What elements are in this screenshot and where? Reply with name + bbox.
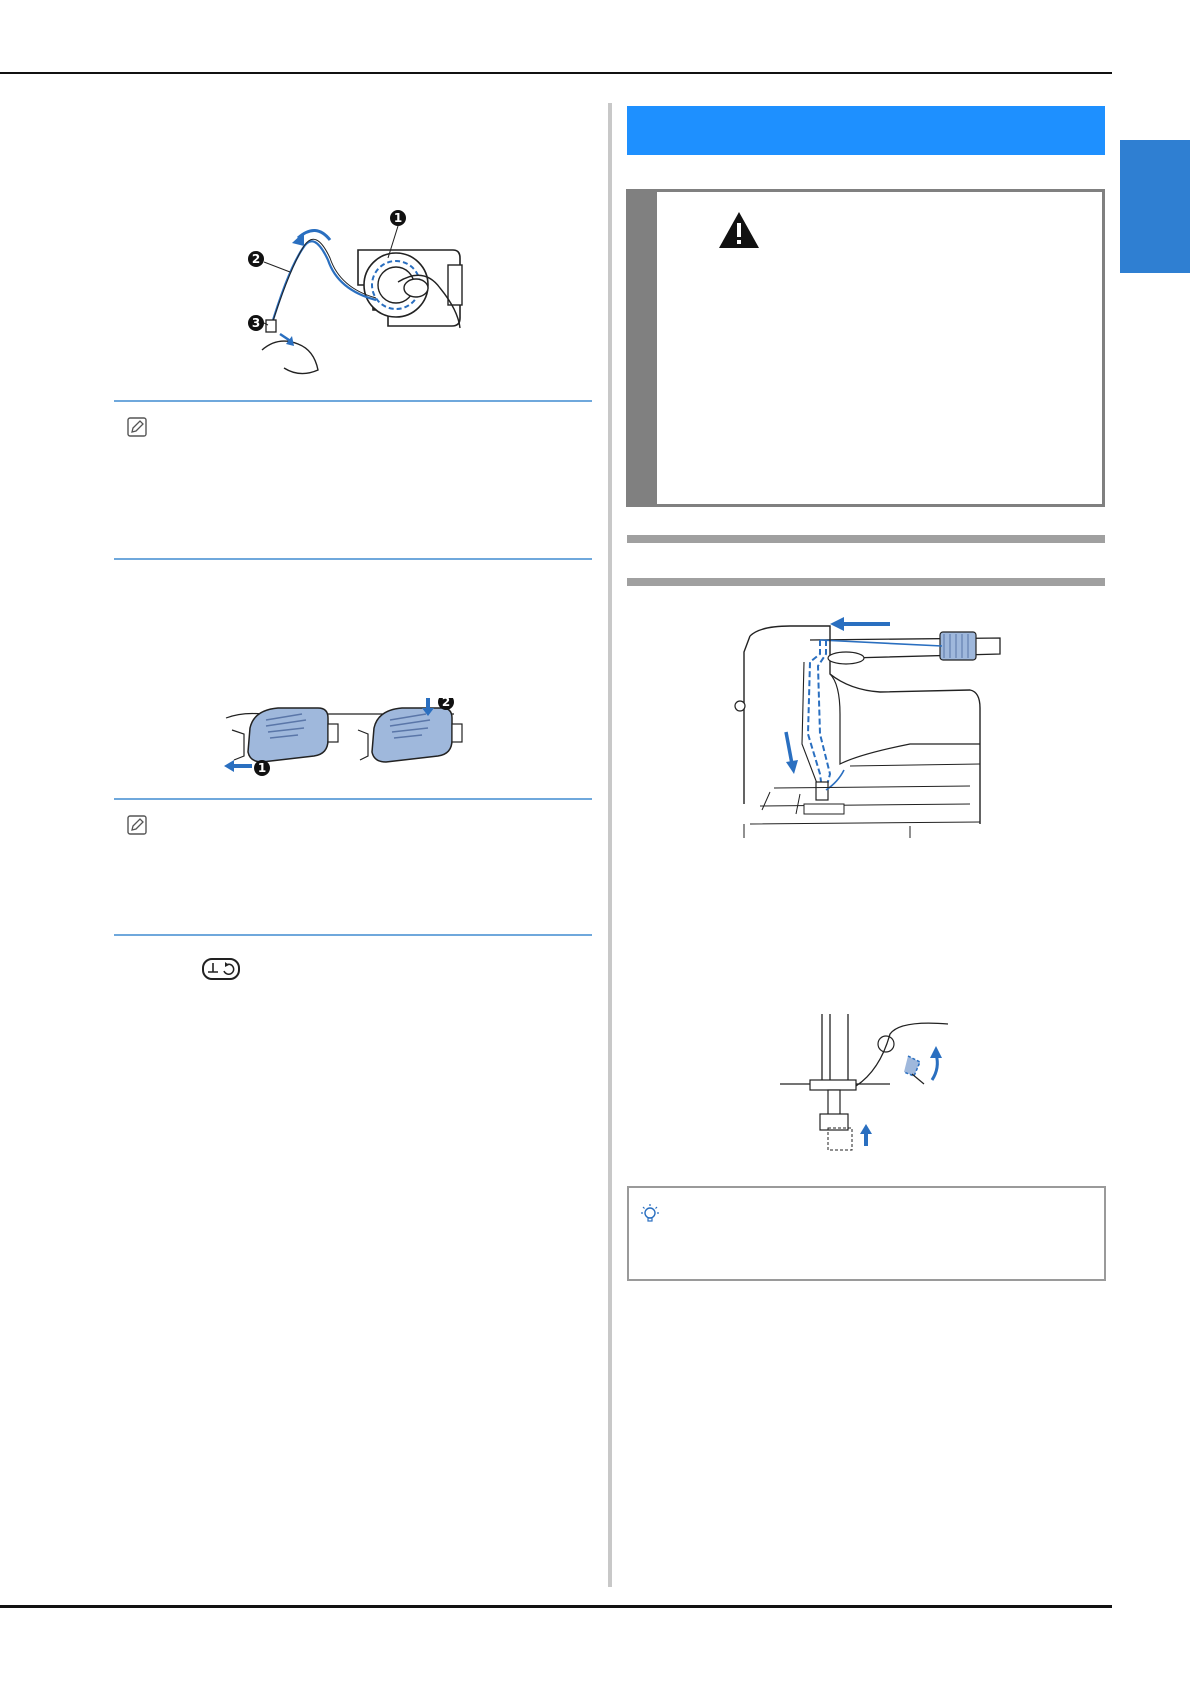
warning-strip — [629, 192, 657, 504]
note-box — [627, 1186, 1106, 1281]
memo-bottom-rule — [114, 934, 592, 936]
callout-1: 1 — [257, 761, 267, 775]
chapter-side-tab — [1120, 140, 1190, 273]
presser-foot-button-icon — [204, 960, 238, 978]
top-rule — [0, 72, 1112, 74]
presser-foot-lever-figure — [780, 1014, 950, 1154]
upper-threading-figure — [730, 614, 1010, 838]
memo-top-rule — [114, 400, 592, 402]
presser-foot-button[interactable] — [202, 958, 240, 980]
lightbulb-icon — [641, 1204, 659, 1224]
callout-1: 1 — [393, 211, 403, 225]
memo-top-rule — [114, 798, 592, 800]
callout-3: 3 — [251, 316, 261, 330]
memo-pencil-icon — [127, 815, 147, 835]
subsection-rule-top — [627, 535, 1105, 543]
callout-2: 2 — [441, 698, 451, 709]
bobbin-cover-figure — [222, 698, 484, 782]
column-divider — [608, 103, 612, 1587]
callout-2: 2 — [251, 252, 261, 266]
memo-bottom-rule — [114, 558, 592, 560]
subsection-rule-bottom — [627, 578, 1105, 586]
warning-triangle-icon — [717, 210, 761, 250]
warning-box — [626, 189, 1105, 507]
bobbin-threading-figure — [248, 210, 478, 380]
memo-pencil-icon — [127, 417, 147, 437]
bottom-rule — [0, 1605, 1112, 1608]
section-heading-band — [627, 106, 1105, 155]
